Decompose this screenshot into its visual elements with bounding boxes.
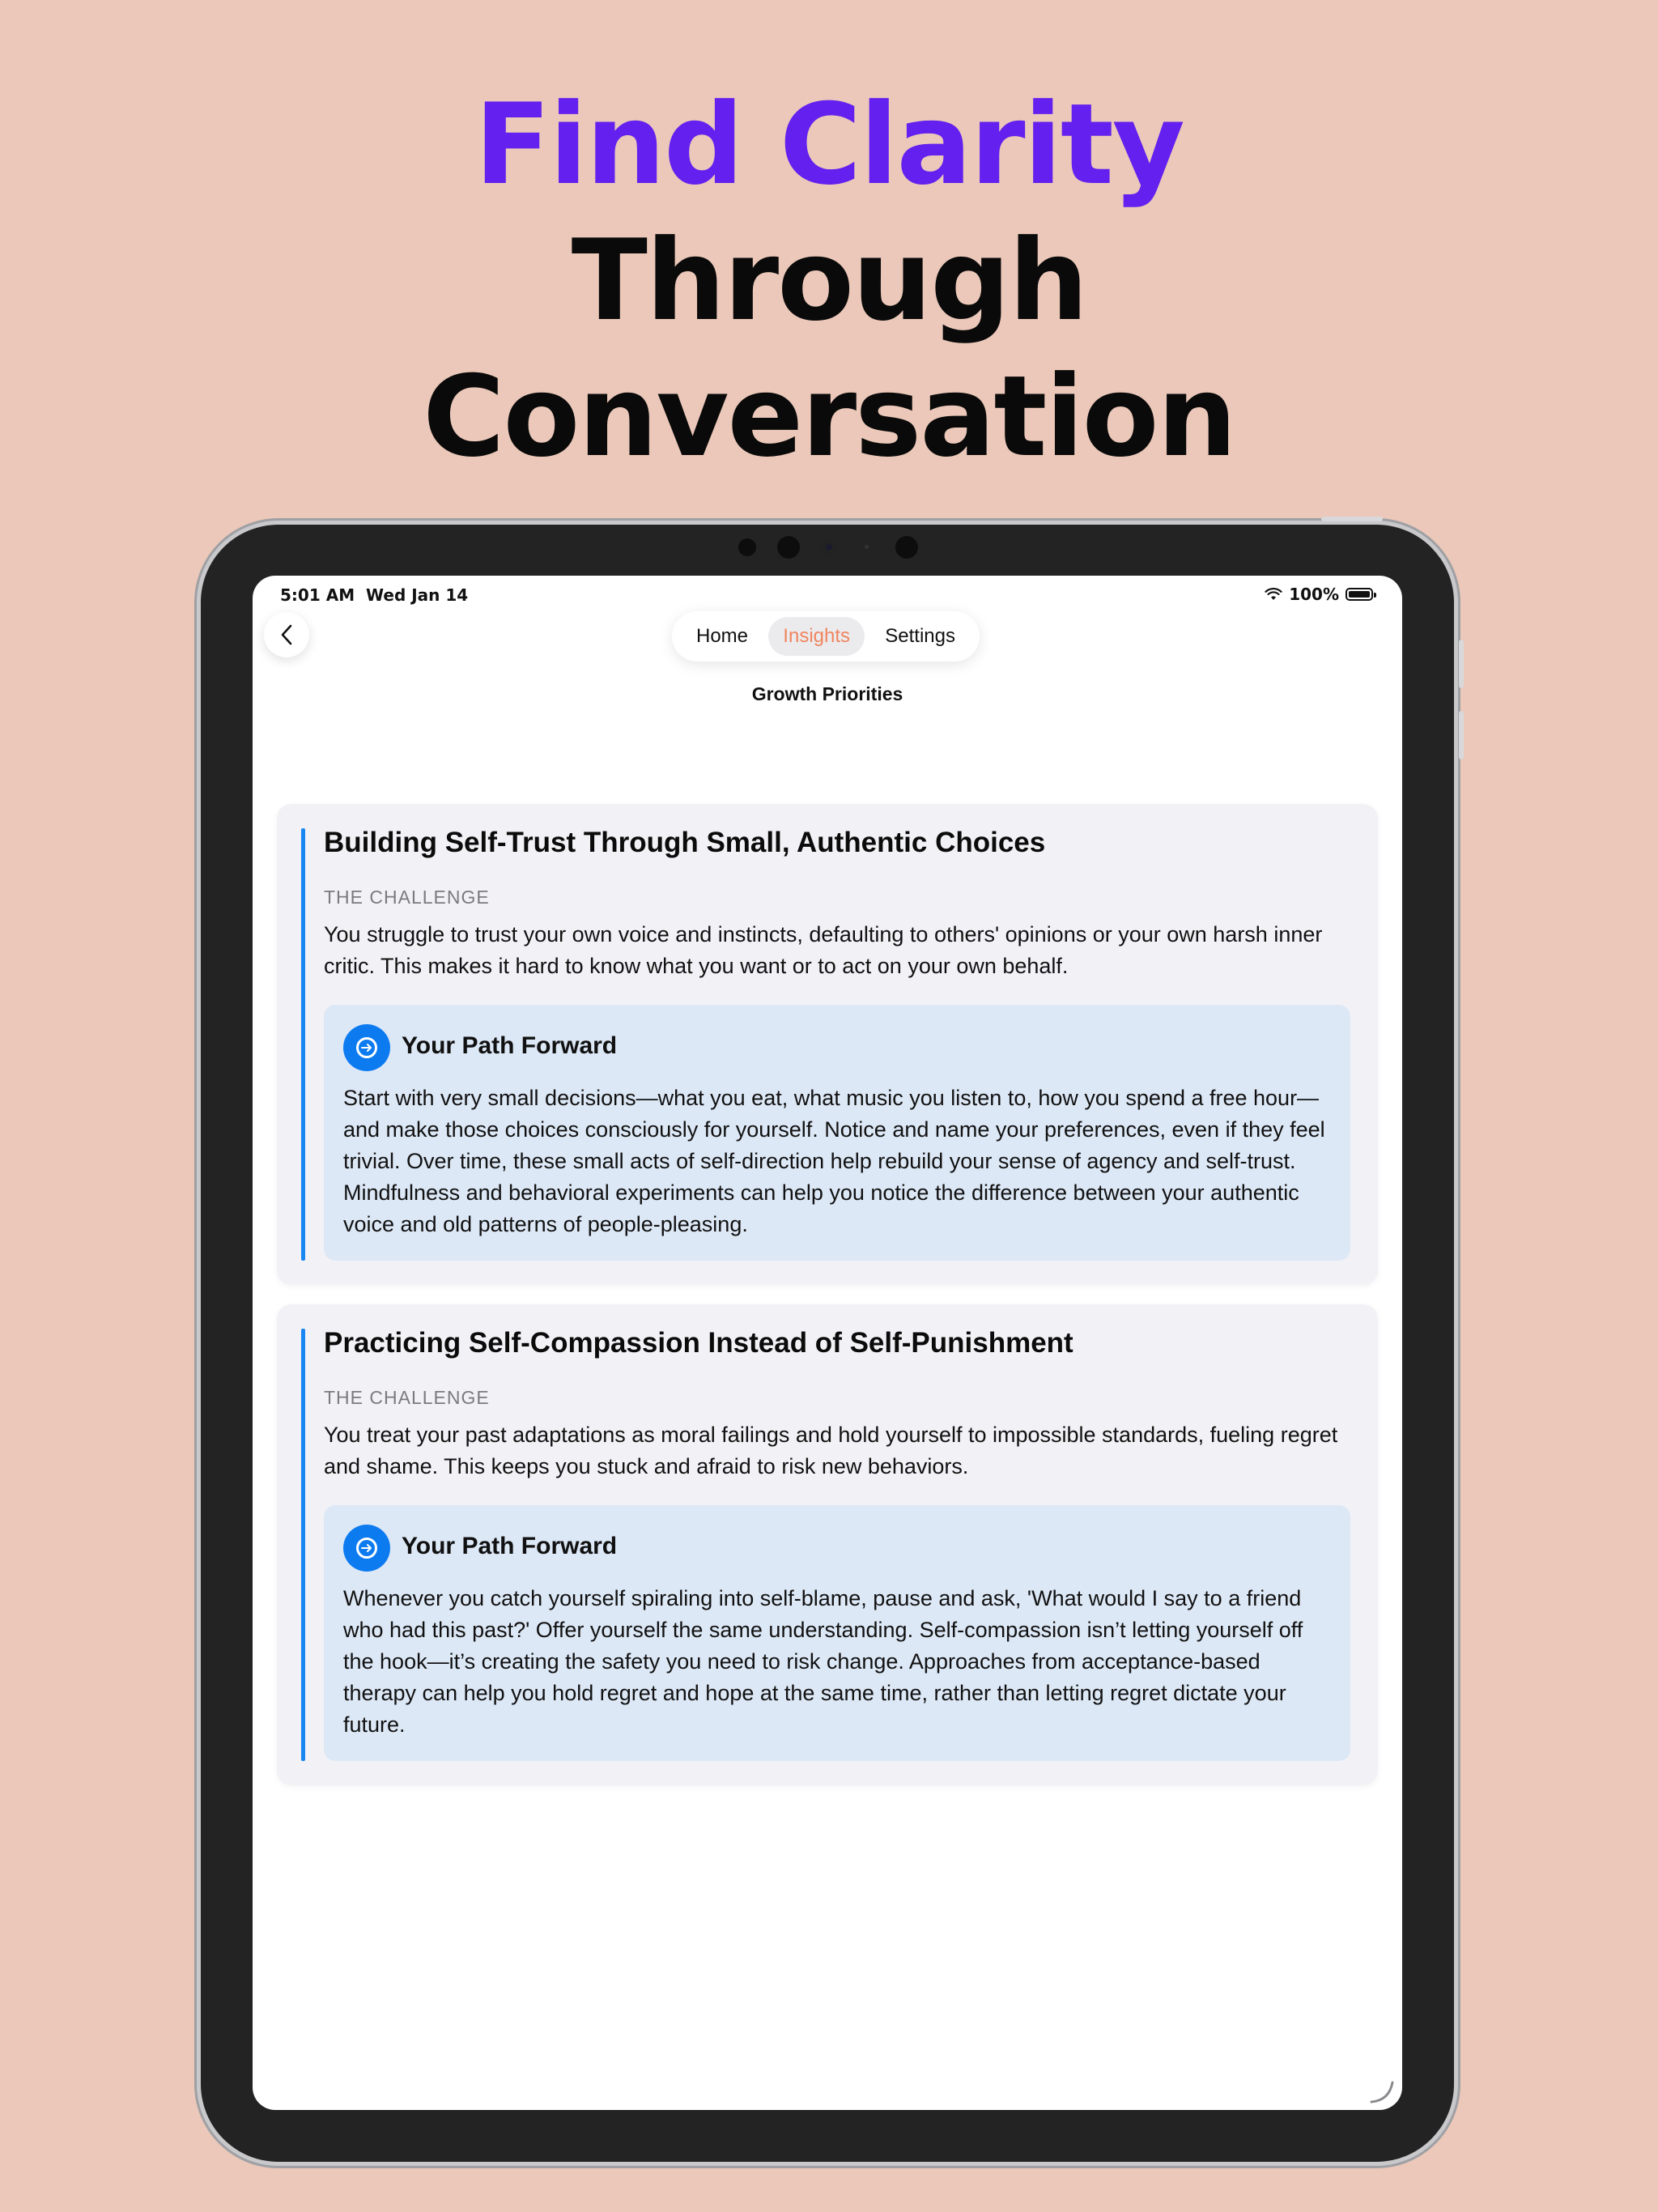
challenge-text: You treat your past adaptations as moral failings and hold yourself to impossible standards, fueling regret and shame. This keeps you stuck and afraid to risk new behaviors. [324,1423,1338,1478]
volume-button [1459,711,1464,759]
wifi-icon [1265,588,1282,601]
sensor-dot [895,536,918,559]
challenge-label: THE CHALLENGE [324,887,490,908]
sensor-dot [865,545,869,549]
path-forward-box [324,1005,1350,1261]
back-button[interactable] [264,612,309,657]
page-title: Growth Priorities [751,683,903,704]
card-accent-bar [301,828,305,1261]
tab-home[interactable]: Home [696,625,749,647]
card-title: Building Self-Trust Through Small, Authentic Choices [324,827,1046,858]
priority-card [277,804,1378,1285]
front-camera-icon [822,540,836,555]
arrow-right-circle-icon [343,1024,390,1071]
headline-line-2: Through [571,215,1087,346]
status-time-date [280,585,468,605]
challenge-label: THE CHALLENGE [324,1387,490,1408]
status-date: Wed Jan 14 [366,585,469,605]
tab-insights[interactable]: Insights [768,617,865,656]
sensor-dot [738,538,756,556]
resize-corner-icon [1368,2078,1396,2105]
priority-card [277,1304,1378,1785]
app-screen [253,576,1402,2110]
path-title: Your Path Forward [402,1533,618,1559]
path-title: Your Path Forward [402,1032,618,1059]
headline-line-3: Conversation [423,351,1235,482]
challenge-text: You struggle to trust your own voice and instincts, defaulting to others' opinions or your own harsh inner critic. This makes it hard to know what you want or to act on your own behalf. [324,922,1323,978]
tab-bar [672,611,980,661]
power-button [1321,517,1383,521]
arrow-right-circle-icon [343,1525,390,1572]
headline-line-1: Find Clarity [474,79,1184,210]
volume-button [1459,640,1464,688]
sensor-dot [777,536,800,559]
battery-icon [1346,588,1373,601]
path-text: Start with very small decisions—what you eat, what music you listen to, how you spend a free hour—and make those choices consciously for yourself. Notice and name your preferences, even if they feel trivial. Over time, these small acts of self-direction help rebuild your sense of agency and self-trust. Mindfulness and behavioral experiments can help you notice the difference between your authentic voice and old patterns of people-pleasing. [343,1086,1325,1236]
path-forward-box [324,1505,1350,1761]
card-title: Practicing Self-Compassion Instead of Self-Punishment [324,1327,1073,1359]
path-text: Whenever you catch yourself spiraling into self-blame, pause and ask, 'What would I say to a friend who had this past?' Offer yourself the same understanding. Self-compassion isn’t letting yourself off the hook—it’s creating the safety you need to risk change. Approaches from acceptance-based therapy can help you hold regret and hope at the same time, rather than letting regret dictate your future. [343,1586,1303,1737]
status-time: 5:01 AM [280,585,355,605]
chevron-left-icon [279,623,294,646]
status-right [1265,585,1373,604]
tablet-frame [201,525,1454,2162]
battery-percent: 100% [1289,585,1339,604]
card-accent-bar [301,1329,305,1761]
tab-settings[interactable]: Settings [885,625,955,647]
headline [0,77,1658,485]
status-bar [253,576,1402,608]
